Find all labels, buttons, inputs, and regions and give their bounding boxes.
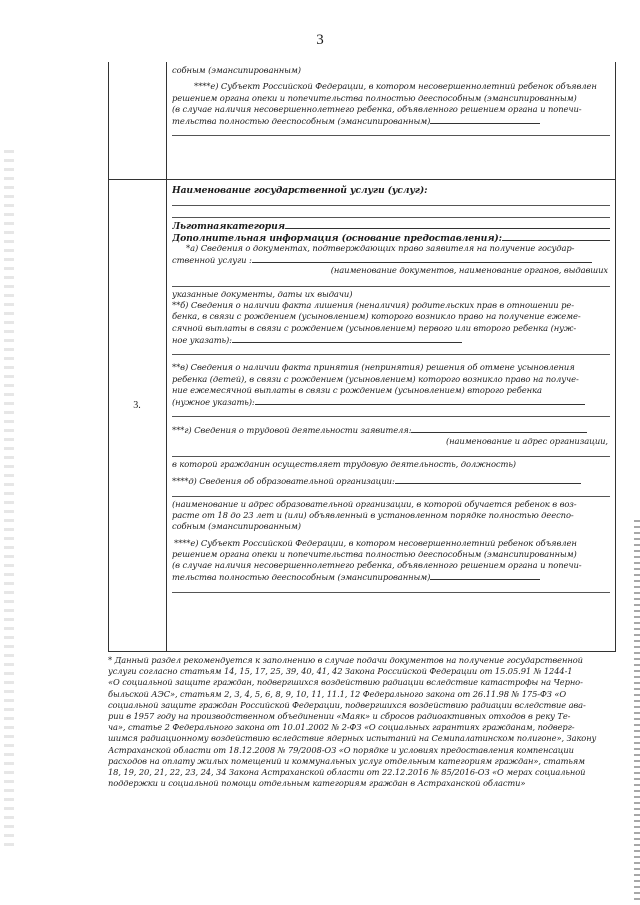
- footnote-line: ча», статье 2 Федерального закона от 10.01.2002 № 2-ФЗ «О социальных гарантиях гражданам, подверг-: [108, 722, 575, 733]
- text-line: решением органа опеки и попечительства полностью дееспособным (эмансипированным): [172, 92, 577, 103]
- row-3-content: [172, 185, 610, 595]
- text-line: решением органа опеки и попечительства полностью дееспособным (эмансипированным): [172, 548, 577, 559]
- text-span: ное указать):: [172, 334, 232, 345]
- fill-line: [430, 115, 540, 124]
- text-line: ребенка (детей), в связи с рождением (усыновлением) которого возникло право на получе-: [172, 373, 579, 384]
- fill-line: [285, 220, 610, 229]
- footnote-line: * Данный раздел рекомендуется к заполнению в случае подачи документов на получение государственной: [108, 655, 583, 665]
- text-line: [172, 254, 610, 265]
- fill-line: [252, 254, 592, 263]
- fill-line: [172, 196, 610, 206]
- text-line: собным (эмансипированным): [172, 521, 301, 532]
- row-number: 3.: [133, 400, 141, 411]
- text-line: [172, 396, 610, 407]
- fill-line: [255, 396, 585, 405]
- text-line: [172, 334, 610, 345]
- scan-edge-artifact-right: [634, 520, 640, 900]
- category-label-text: Льготнаякатегория: [172, 221, 285, 232]
- fill-line: [172, 447, 610, 457]
- fill-line: [430, 571, 540, 580]
- additional-info-text: Дополнительная информация (основание предоставления):: [172, 232, 502, 243]
- footnote-line: расходов на оплату жилых помещений и коммунальных услуг отдельным категориям граждан», статьям: [108, 755, 585, 766]
- text-line: в которой гражданин осуществляет трудовую деятельность, должность): [172, 459, 516, 470]
- footnote-line: шимся радиационному воздействию вследствие ядерных испытаний на Семипалатинском полигоне», Закону: [108, 733, 597, 744]
- footnote-line: «О социальной защите граждан, подвергшихся воздействию радиации вследствие катастрофы на Черно-: [108, 677, 583, 688]
- text-line: (в случае наличия несовершеннолетнего ребенка, объявленного решением органа и попечи-: [172, 560, 582, 571]
- fill-line: [172, 208, 610, 218]
- text-line: указанные документы, даты их выдачи): [172, 288, 353, 299]
- text-line: [172, 571, 610, 582]
- footnote-line: поддержки и социальной помощи отдельным категориям граждан в Астраханской области»: [108, 778, 526, 789]
- scan-edge-artifact: [4, 150, 14, 850]
- text-line: [172, 115, 610, 126]
- text-span: тельства полностью дееспособным (эмансипированным): [172, 116, 431, 127]
- text-line: бенка, в связи с рождением (усыновлением) которого возникло право на получение ежеме-: [172, 311, 581, 322]
- footnote-line: социальной защите граждан Российской Федерации, подвергшихся воздействию радиации вследствие ава-: [108, 699, 586, 710]
- fill-line: [172, 487, 610, 497]
- text-line: (наименование и адрес образовательной организации, в которой обучается ребенок в воз-: [172, 498, 577, 509]
- fill-line: [411, 424, 587, 433]
- footnote: [108, 655, 620, 789]
- fill-line: [502, 232, 610, 241]
- text-span: ****д) Сведения об образовательной организации:: [172, 476, 395, 487]
- text-line: сячной выплаты в связи с рождением (усыновлением) первого или второго ребенка (нуж-: [172, 322, 577, 333]
- fill-line: [232, 334, 462, 343]
- text-span: тельства полностью дееспособным (эмансипированным): [172, 572, 431, 583]
- text-line: ние ежемесячной выплаты в связи с рождением (усыновлением) второго ребенка: [172, 384, 542, 395]
- text-line: [172, 475, 610, 486]
- fill-line: [172, 345, 610, 355]
- text-line: расте от 18 до 23 лет и (или) объявленный в установленном порядке полностью дееспо-: [172, 509, 574, 520]
- text-line: (в случае наличия несовершеннолетнего ребенка, объявленного решением органа и попечи-: [172, 103, 582, 114]
- text-span: ственной услуги :: [172, 255, 252, 266]
- fill-line: [172, 407, 610, 417]
- table-column-divider: [166, 62, 167, 652]
- text-line: собным (эмансипированным): [172, 65, 301, 75]
- text-span: ***г) Сведения о трудовой деятельности заявителя:: [172, 425, 412, 436]
- footnote-line: Астраханской области от 18.12.2008 № 79/2008-ОЗ «О порядке и условиях предоставления компенсации: [108, 744, 574, 755]
- text-line: **в) Сведения о наличии факта принятия (непринятия) решения об отмене усыновления: [172, 362, 575, 373]
- footnote-line: быльской АЭС», статьям 2, 3, 4, 5, 6, 8, 9, 10, 11, 11.1, 12 Федерального закона от 26.11.98 № 175-ФЗ «О: [108, 688, 567, 699]
- text-line: ****е) Субъект Российской Федерации, в котором несовершеннолетний ребенок объявлен: [174, 537, 577, 548]
- text-line: **б) Сведения о наличии факта лишения (неналичия) родительских прав в отношении ре-: [172, 300, 575, 311]
- text-line: *а) Сведения о документах, подтверждающих право заявителя на получение государ-: [186, 242, 575, 253]
- service-label: Наименование государственной услуги (услуг):: [172, 185, 428, 196]
- top-continuation-block: [172, 65, 610, 138]
- additional-info-label: [172, 232, 610, 243]
- fill-line: [395, 475, 581, 484]
- category-label: [172, 220, 610, 231]
- text-line: (наименование документов, наименование органов, выдавших: [330, 265, 608, 276]
- fill-line: [172, 583, 610, 593]
- text-line: [172, 424, 610, 435]
- footnote-line: 18, 19, 20, 21, 22, 23, 24, 34 Закона Астраханской области от 22.12.2016 № 85/2016-ОЗ «О мерах социальной: [108, 766, 586, 777]
- footnote-line: услуги согласно статьям 14, 15, 17, 25, 39, 40, 41, 42 Закона Российской Федерации от 15.05.91 № 1244-1: [108, 666, 573, 677]
- fill-line: [172, 277, 610, 287]
- text-line: (наименование и адрес организации,: [445, 435, 608, 446]
- page-number: 3: [316, 32, 324, 48]
- table-row-divider: [108, 179, 616, 180]
- fill-line: [172, 126, 610, 136]
- text-line: ****е) Субъект Российской Федерации, в котором несовершеннолетний ребенок объявлен: [194, 81, 597, 92]
- footnote-line: рии в 1957 году на производственном объединении «Маяк» и сбросов радиоактивных отходов в реку Те-: [108, 710, 571, 721]
- text-span: (нужное указать):: [172, 397, 255, 408]
